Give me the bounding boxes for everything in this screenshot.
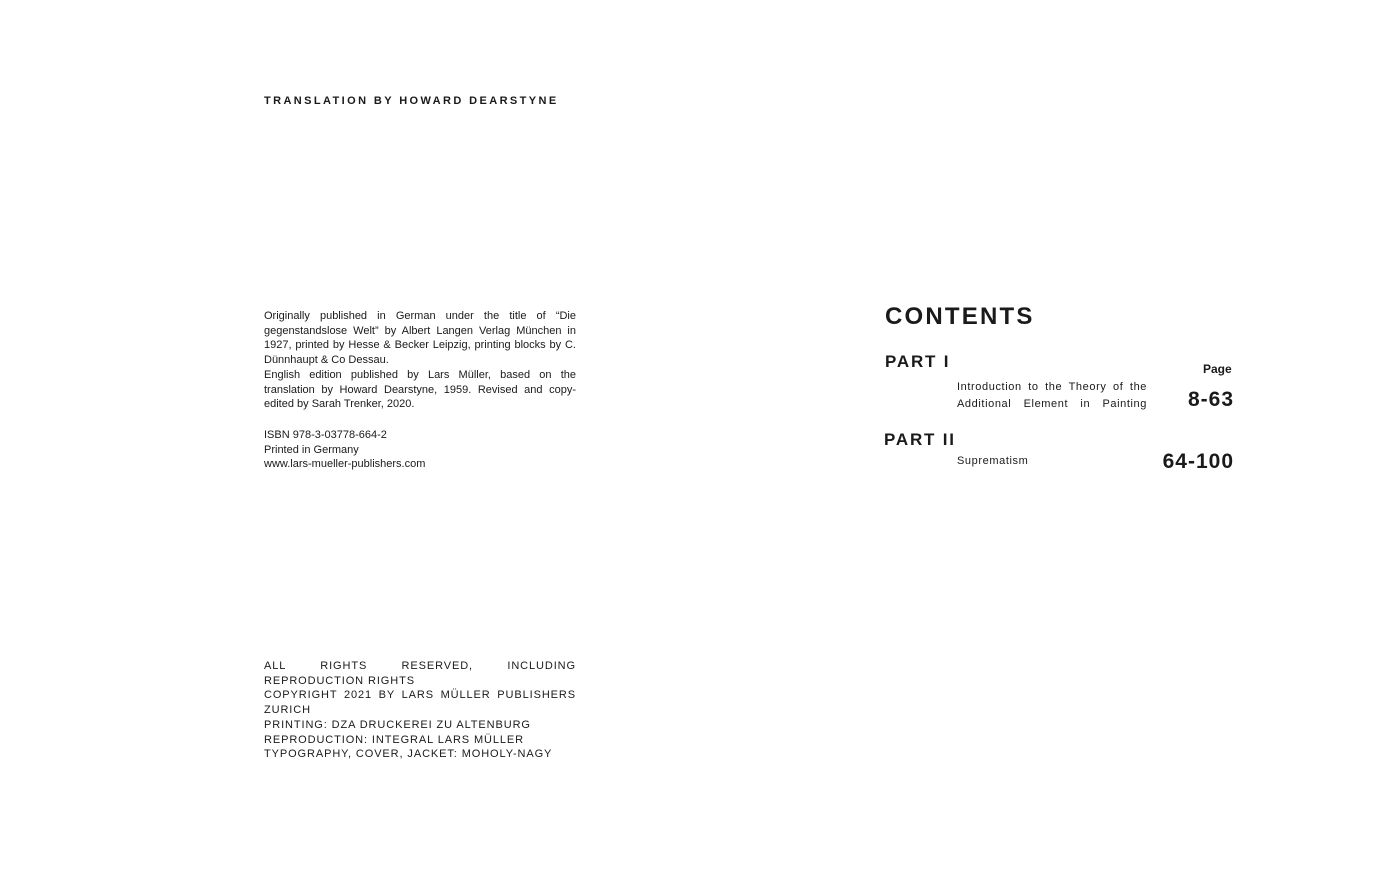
publisher-website: www.lars-mueller-publishers.com — [264, 458, 426, 471]
copyright-line: COPYRIGHT 2021 BY LARS MÜLLER PUBLISHERS ZURICH — [264, 689, 576, 717]
reproduction-line: REPRODUCTION: INTEGRAL LARS MÜLLER — [264, 733, 525, 746]
imprint-text — [264, 309, 576, 412]
part-one-page-range: 8-63 — [1187, 388, 1234, 411]
rights-block — [264, 659, 576, 762]
right-page — [700, 0, 1400, 895]
rights-line: ALL RIGHTS RESERVED, INCLUDING REPRODUCTION RIGHTS — [264, 660, 576, 687]
imprint-paragraph-english-edition: English edition published by Lars Müller, based on the translation by Howard Dearstyne, 1959. Revised and copy-edited by Sarah Trenker, 2020. — [264, 368, 576, 411]
translation-credit: TRANSLATION BY HOWARD DEARSTYNE — [264, 95, 559, 107]
imprint-paragraph-original-publication: Originally published in German under the title of “Die gegenstandslose Welt” by Albert Langen Verlag München in 1927, printed by Hesse & Becker Leipzig, printing blocks by C. Dünnhaupt & Co Dessau. — [264, 310, 576, 367]
part-two-label: PART II — [884, 430, 956, 449]
printed-in: Printed in Germany — [264, 443, 359, 456]
part-two-page-range: 64-100 — [1162, 450, 1234, 473]
printing-line: PRINTING: DZA DRUCKEREI ZU ALTENBURG — [264, 718, 531, 731]
isbn-number: ISBN 978-3-03778-664-2 — [264, 429, 387, 441]
typography-line: TYPOGRAPHY, COVER, JACKET: MOHOLY-NAGY — [264, 748, 553, 761]
isbn-block — [264, 428, 425, 472]
contents-heading: CONTENTS — [885, 303, 1035, 330]
part-two-entry-title: Suprematism — [957, 455, 1029, 467]
part-one-entry-title: Introduction to the Theory of the Additional Element in Painting — [957, 381, 1147, 410]
part-one-label: PART I — [885, 352, 951, 371]
page-column-header: Page — [1203, 362, 1232, 376]
